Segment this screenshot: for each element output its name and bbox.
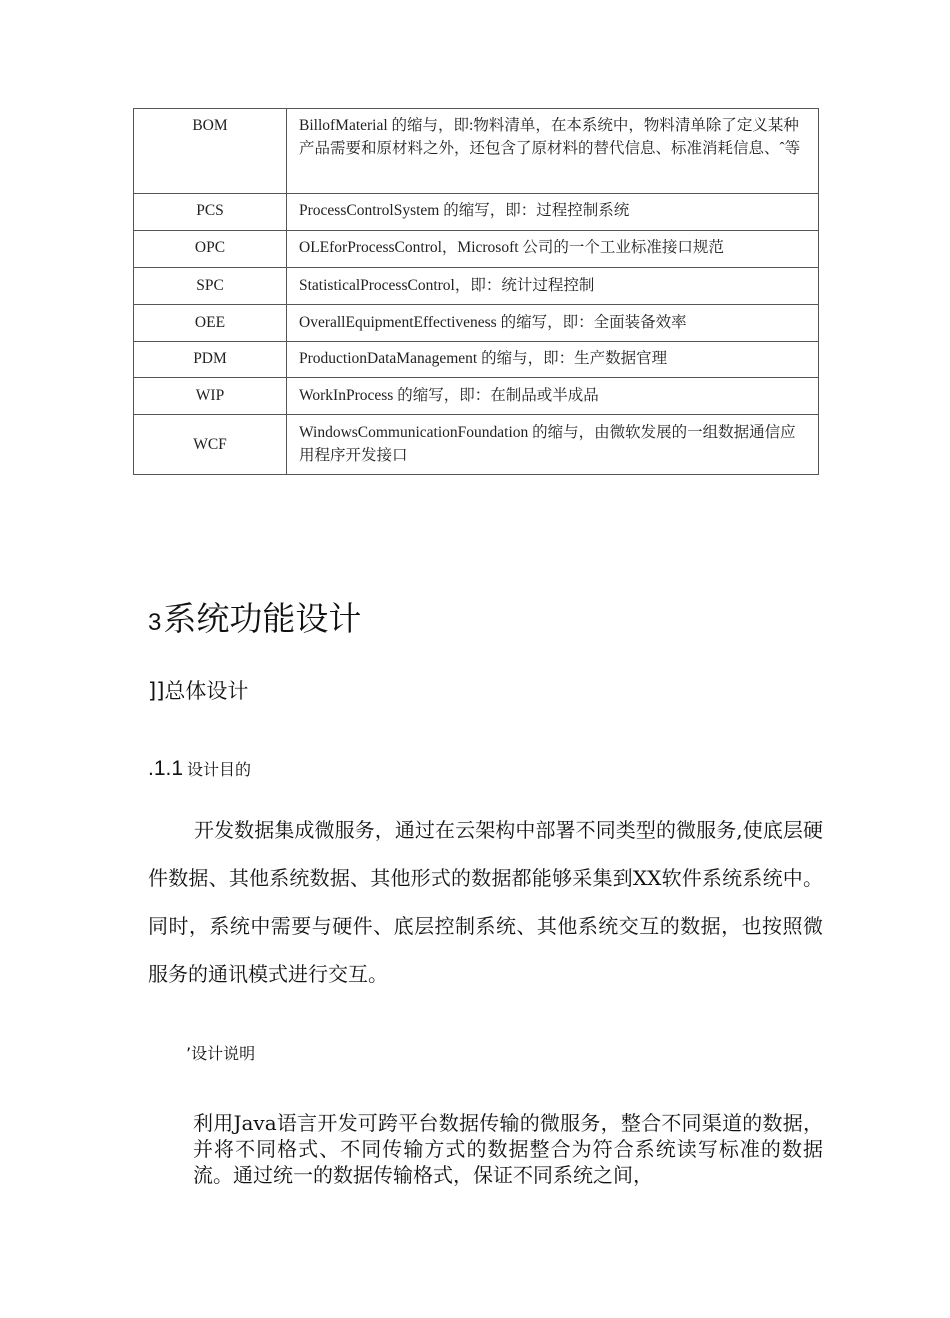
glossary-row-opc: [134, 231, 819, 268]
chapter-title: 系统功能设计: [163, 599, 362, 638]
glossary-row-pdm: [134, 342, 819, 378]
glossary-row-spc: [134, 268, 819, 305]
chapter-heading: [148, 597, 361, 645]
glossary-term: WIP: [134, 378, 287, 415]
subsection-heading: [148, 754, 251, 785]
glossary-row-oee: [134, 305, 819, 342]
chapter-number: 3: [148, 609, 162, 636]
glossary-definition: ProductionDataManagement 的缩与，即：生产数据官理: [287, 342, 819, 378]
subsection-heading-description: ’设计说明: [186, 1044, 256, 1063]
glossary-definition: OverallEquipmentEffectiveness 的缩写，即：全面装备效率: [287, 305, 819, 342]
glossary-definition: StatisticalProcessControl，即：统计过程控制: [287, 268, 819, 305]
glossary-term: WCF: [134, 415, 287, 475]
glossary-term: PDM: [134, 342, 287, 378]
glossary-row-wip: [134, 378, 819, 415]
body-paragraph-description: 利用Java语言开发可跨平台数据传输的微服务，整合不同渠道的数据，并将不同格式、不同传输方式的数据整合为符合系统读写标准的数据流。通过统一的数据传输格式，保证不同系统之间，: [193, 1111, 823, 1187]
glossary-definition: WorkInProcess 的缩写，即：在制品或半成品: [287, 378, 819, 415]
glossary-row-bom: [134, 109, 819, 194]
subsection-title: 设计目的: [187, 760, 252, 779]
glossary-term: PCS: [134, 194, 287, 231]
glossary-term: OEE: [134, 305, 287, 342]
glossary-definition: BillofMaterial 的缩与，即:物料清单，在本系统中，物料清单除了定义某种产品需要和原材料之外，还包含了原材料的替代信息、标准消耗信息、ˆ等: [287, 109, 819, 194]
glossary-row-wcf: [134, 415, 819, 475]
glossary-term: OPC: [134, 231, 287, 268]
glossary-term: SPC: [134, 268, 287, 305]
glossary-term: BOM: [134, 109, 287, 194]
subsection-number: .1.1: [148, 757, 184, 780]
glossary-definition: WindowsCommunicationFoundation 的缩与，由微软发展的一组数据通信应用程序开发接口: [287, 415, 819, 475]
glossary-table: [133, 108, 819, 475]
section-heading: ]]总体设计: [148, 679, 249, 703]
glossary-definition: OLEforProcessControl，Microsoft 公司的一个工业标准接口规范: [287, 231, 819, 268]
glossary-definition: ProcessControlSystem 的缩写，即：过程控制系统: [287, 194, 819, 231]
glossary-row-pcs: [134, 194, 819, 231]
body-paragraph-purpose: 开发数据集成微服务，通过在云架构中部署不同类型的微服务,使底层硬件数据、其他系统数据、其他形式的数据都能够采集到XX软件系统系统中。同时，系统中需要与硬件、底层控制系统、其他系统交互的数据，也按照微服务的通讯模式进行交互。: [148, 818, 823, 986]
